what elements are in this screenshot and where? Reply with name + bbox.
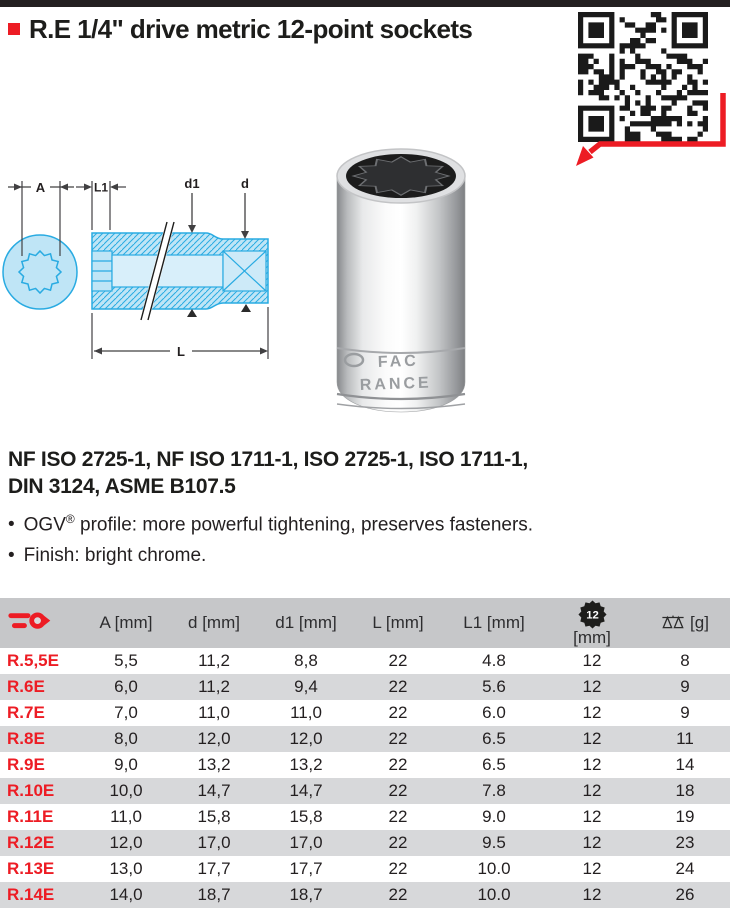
cell-a: 9,0 [114, 755, 138, 774]
feature-finish [8, 540, 533, 571]
cell-l1: 6.0 [482, 703, 506, 722]
cell-ref: R.5,5E [7, 651, 59, 670]
reference-icon [7, 606, 51, 636]
cell-weight: 19 [675, 807, 695, 826]
cell-a: 13,0 [109, 859, 143, 878]
red-arrow-line [590, 93, 723, 152]
cell-l: 22 [388, 729, 408, 748]
cell-d: 12,0 [197, 729, 231, 748]
cell-l: 22 [388, 677, 408, 696]
cell-l: 22 [388, 885, 408, 904]
cell-l1: 6.5 [482, 729, 506, 748]
table-row [0, 882, 730, 908]
cell-d: 11,0 [198, 703, 230, 722]
engraving-line-1: FAC [377, 352, 420, 371]
cell-weight: 9 [680, 703, 690, 722]
table-row [0, 752, 730, 778]
header-points-unit: [mm] [573, 627, 611, 647]
cell-weight: 24 [675, 859, 695, 878]
dim-l1-arrow-right [110, 184, 118, 191]
header-l1: L1 [mm] [444, 598, 544, 648]
datum-mark-d [241, 304, 251, 312]
feature-ogv-registered: ® [65, 512, 75, 526]
cell-l: 22 [388, 781, 408, 800]
standards-text [8, 446, 528, 500]
cell-weight: 18 [675, 781, 695, 800]
cell-d: 11,2 [198, 651, 230, 670]
cell-d: 18,7 [197, 885, 231, 904]
header-d: d [mm] [168, 598, 260, 648]
cell-l1: 9.5 [482, 833, 506, 852]
technical-diagram [2, 172, 292, 384]
cell-l1: 10.0 [477, 859, 511, 878]
table-body [0, 648, 730, 908]
cell-points: 12 [582, 859, 602, 878]
table-row [0, 700, 730, 726]
cell-a: 11,0 [110, 807, 142, 826]
dim-d-label: d [241, 176, 249, 191]
cell-a: 12,0 [109, 833, 143, 852]
dim-a-arrow-right [60, 184, 68, 191]
cell-l1: 7.8 [482, 781, 506, 800]
bullet-marker: • [8, 514, 15, 536]
cell-l1: 6.5 [482, 755, 506, 774]
cell-points: 12 [582, 833, 602, 852]
bore [112, 255, 223, 287]
twelve-point-badge-number: 12 [585, 609, 599, 622]
cell-weight: 23 [675, 833, 695, 852]
header-points [544, 598, 640, 648]
cell-l1: 10.0 [477, 885, 511, 904]
cell-points: 12 [582, 677, 602, 696]
cell-d1: 14,7 [289, 781, 323, 800]
cell-ref: R.13E [7, 859, 55, 878]
cell-weight: 11 [676, 729, 694, 748]
socket-front-view [3, 235, 77, 309]
bullet-marker: • [8, 545, 15, 567]
cell-d1: 17,7 [289, 859, 323, 878]
cell-ref: R.9E [7, 755, 45, 774]
cell-d1: 13,2 [289, 755, 323, 774]
dim-a-arrow-left [14, 184, 22, 191]
cell-l1: 9.0 [482, 807, 506, 826]
cell-d: 13,2 [197, 755, 231, 774]
red-square-bullet [8, 23, 20, 35]
cell-d1: 12,0 [289, 729, 323, 748]
header-weight [640, 598, 730, 648]
cell-ref: R.12E [7, 833, 55, 852]
header-l: L [mm] [352, 598, 444, 648]
header-reference [0, 598, 84, 648]
table-row [0, 804, 730, 830]
cell-points: 12 [582, 703, 602, 722]
header-a: A [mm] [84, 598, 168, 648]
dim-a-label: A [35, 180, 46, 195]
cell-d1: 11,0 [290, 703, 322, 722]
cell-l1: 4.8 [482, 651, 506, 670]
feature-ogv [8, 504, 533, 540]
cell-l: 22 [388, 703, 408, 722]
cell-points: 12 [582, 781, 602, 800]
cell-d1: 15,8 [289, 807, 323, 826]
standards-line-1: NF ISO 2725-1, NF ISO 1711-1, ISO 2725-1, ISO 1711-1, [8, 448, 528, 471]
dim-d1-arrow [188, 225, 196, 233]
cell-ref: R.11E [7, 807, 54, 826]
dim-l-arrow-left [94, 348, 102, 355]
cell-l: 22 [388, 651, 408, 670]
feature-list [8, 504, 533, 571]
cell-ref: R.7E [7, 703, 45, 722]
feature-ogv-name: OGV [23, 514, 66, 536]
title-row [8, 14, 472, 45]
cell-d: 14,7 [197, 781, 231, 800]
cell-ref: R.10E [7, 781, 55, 800]
cell-a: 8,0 [114, 729, 138, 748]
cell-points: 12 [582, 885, 602, 904]
cell-d: 17,0 [197, 833, 231, 852]
datum-mark-d1 [187, 309, 197, 317]
twelve-point-badge-icon [578, 600, 607, 629]
cell-points: 12 [582, 755, 602, 774]
table-row [0, 648, 730, 674]
feature-ogv-text: profile: more powerful tightening, preserves fasteners. [74, 514, 534, 536]
cell-ref: R.6E [7, 677, 45, 696]
cell-weight: 9 [680, 677, 690, 696]
cell-a: 6,0 [114, 677, 138, 696]
dim-d-arrow [241, 231, 249, 239]
table-row [0, 856, 730, 882]
cell-a: 5,5 [114, 651, 138, 670]
cell-d: 17,7 [197, 859, 231, 878]
header-d1: d1 [mm] [260, 598, 352, 648]
dim-d1-label: d1 [184, 176, 200, 191]
cell-d1: 17,0 [289, 833, 323, 852]
dim-l1-label: L1 [93, 180, 109, 195]
feature-finish-text: Finish: bright chrome. [23, 545, 207, 567]
cell-a: 7,0 [114, 703, 138, 722]
table-row [0, 674, 730, 700]
cell-ref: R.8E [7, 729, 45, 748]
table-header-row [0, 598, 730, 648]
dim-l-label: L [177, 344, 185, 359]
table-row [0, 726, 730, 752]
cell-a: 10,0 [109, 781, 143, 800]
standards-line-2: DIN 3124, ASME B107.5 [8, 475, 236, 498]
red-arrow [572, 80, 730, 175]
cell-l: 22 [388, 833, 408, 852]
dim-l1-arrow-left [84, 184, 92, 191]
cell-a: 14,0 [109, 885, 143, 904]
page-title: R.E 1/4" drive metric 12-point sockets [29, 14, 473, 44]
cell-weight: 8 [680, 651, 690, 670]
cell-weight: 26 [675, 885, 695, 904]
sockets-table [0, 598, 730, 908]
cell-points: 12 [582, 651, 602, 670]
dim-l-arrow-right [260, 348, 268, 355]
cell-l1: 5.6 [482, 677, 506, 696]
cell-weight: 14 [675, 755, 695, 774]
cell-d: 11,2 [198, 677, 230, 696]
cell-ref: R.14E [7, 885, 55, 904]
socket-photo [326, 142, 474, 420]
table-row [0, 830, 730, 856]
cell-points: 12 [582, 807, 602, 826]
cell-l: 22 [388, 755, 408, 774]
cell-d1: 8,8 [294, 651, 318, 670]
top-border-rule [0, 0, 730, 7]
cell-d: 15,8 [197, 807, 231, 826]
cell-l: 22 [388, 807, 408, 826]
cell-d1: 18,7 [289, 885, 323, 904]
cell-d1: 9,4 [294, 677, 318, 696]
table-row [0, 778, 730, 804]
weight-scale-icon [661, 615, 685, 631]
cell-l: 22 [388, 859, 408, 878]
cell-points: 12 [582, 729, 602, 748]
engraving-line-2: RANCE [359, 374, 432, 394]
header-weight-unit: [g] [690, 613, 709, 632]
